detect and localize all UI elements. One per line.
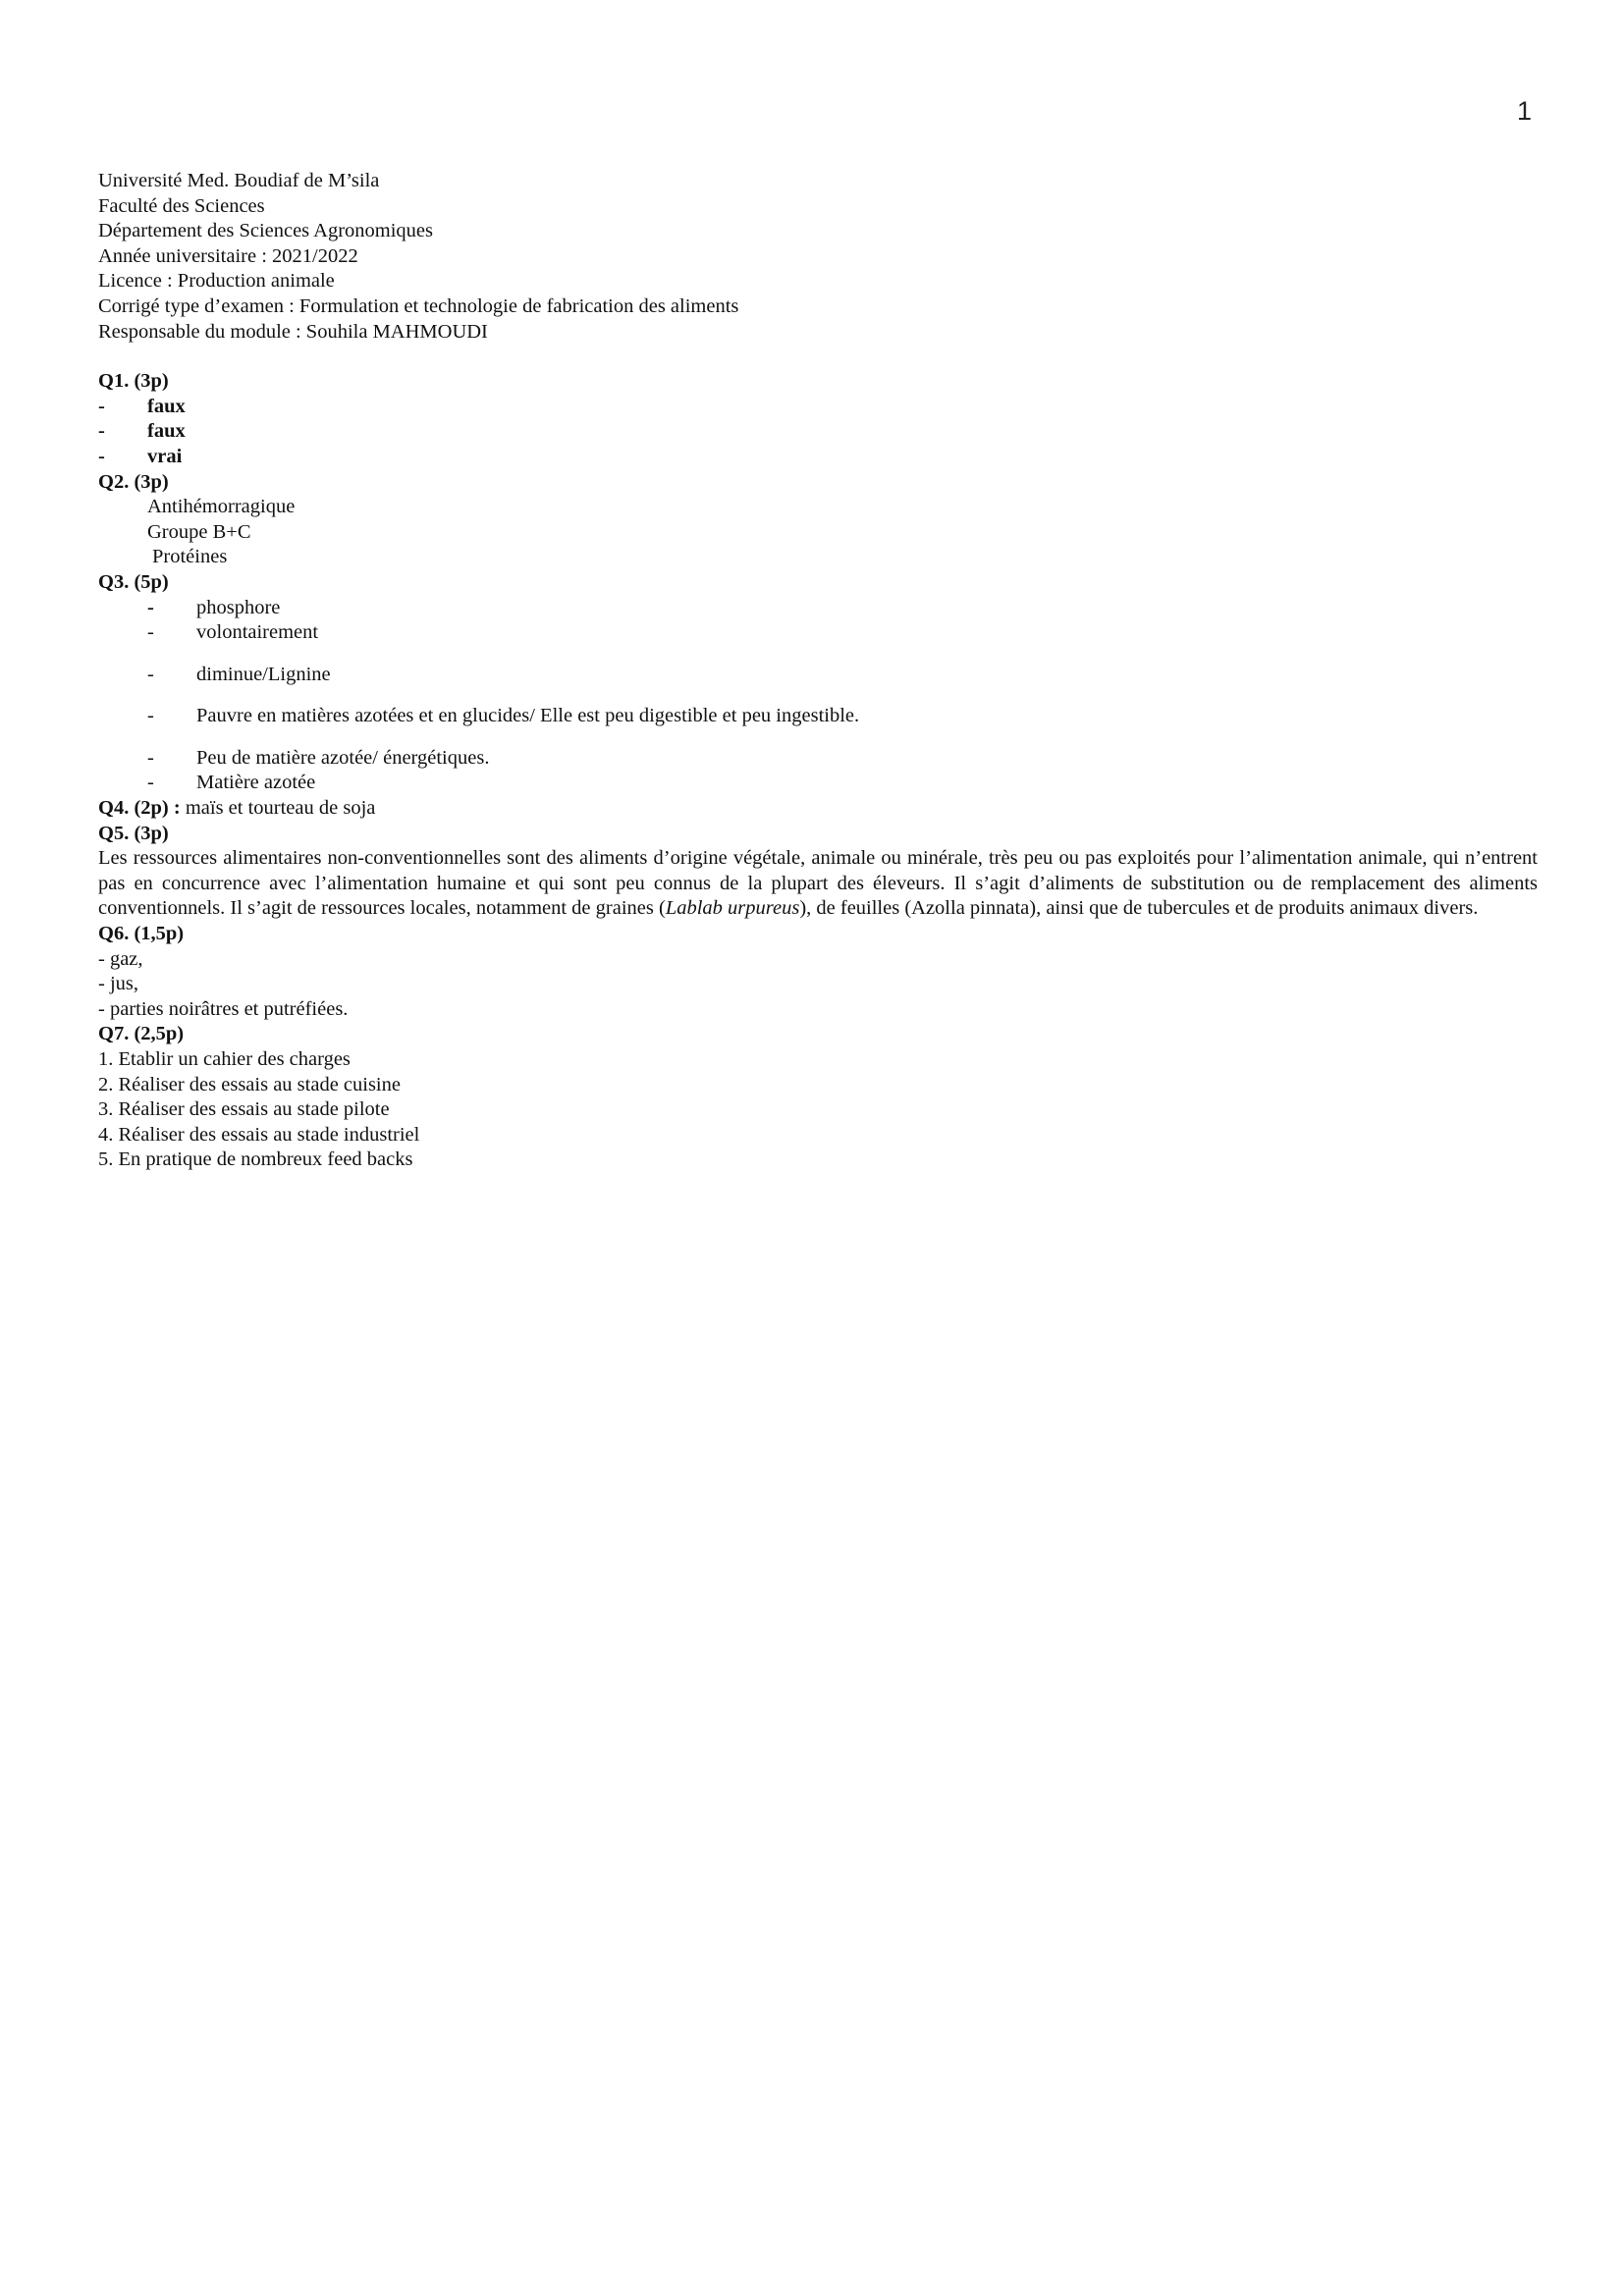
question-3-answer: - Matière azotée — [147, 772, 316, 794]
question-2-answer: Antihémorragique — [147, 496, 296, 518]
question-1-label: Q1. (3p) — [98, 370, 169, 393]
question-1-answer: - faux — [98, 420, 186, 443]
question-6-label: Q6. (1,5p) — [98, 923, 185, 945]
question-6-answer: - parties noirâtres et putréfiées. — [98, 997, 349, 1020]
header-department: Département des Sciences Agronomiques — [98, 220, 434, 242]
question-6-answer: - jus, — [98, 973, 138, 995]
header-faculty: Faculté des Sciences — [98, 194, 265, 217]
question-3 — [98, 570, 1538, 796]
question-5-answer-paragraph: Les ressources alimentaires non-conventionnelles sont des aliments d’origine végétale, animale ou minérale, très peu ou pas exploités pour l’alimentation animale, qui n’entrent pas en concurrence avec l’alimentation humaine et qui sont peu connus de la plupart des éleveurs. Il s’agit d’aliments de substitution ou de remplacement des aliments conventionnels. Il s’agit de ressources locales, notamment de graines (Lablab urpureus), de feuilles (Azolla pinnata), ainsi que de tubercules et de produits animaux divers. — [98, 847, 1538, 920]
question-3-label: Q3. (5p) — [98, 570, 169, 593]
question-2-answer: Groupe B+C — [147, 520, 251, 543]
question-2-answer: Protéines — [152, 546, 228, 568]
question-3-answer: - Pauvre en matières azotées et en glucides/ Elle est peu digestible et peu ingestible. — [147, 705, 860, 727]
question-2-label: Q2. (3p) — [98, 470, 169, 493]
header-university: Université Med. Boudiaf de M’sila — [98, 170, 380, 191]
question-4-label: Q4. (2p) : — [98, 797, 181, 820]
question-7-step: 1. Etablir un cahier des charges — [98, 1048, 351, 1070]
header-exam-title: Corrigé type d’examen : Formulation et technologie de fabrication des aliments — [98, 294, 739, 317]
species-name: Lablab urpureus — [665, 897, 800, 920]
header-licence: Licence : Production animale — [98, 270, 335, 293]
header-block — [98, 169, 1538, 345]
question-3-answer: - diminue/Lignine — [147, 663, 331, 685]
question-1-answer: - vrai — [98, 445, 183, 467]
question-4 — [98, 796, 1538, 822]
question-4-answer: maïs et tourteau de soja — [185, 797, 376, 820]
question-7-label: Q7. (2,5p) — [98, 1023, 185, 1045]
document-body — [98, 169, 1538, 1173]
question-1 — [98, 369, 1538, 469]
question-1-answer: - faux — [98, 395, 186, 417]
question-6-answer: - gaz, — [98, 947, 143, 970]
page-number: 1 — [1517, 96, 1533, 126]
question-7 — [98, 1022, 1538, 1173]
question-6 — [98, 922, 1538, 1022]
header-module-responsible: Responsable du module : Souhila MAHMOUDI — [98, 320, 488, 343]
question-7-step: 3. Réaliser des essais au stade pilote — [98, 1098, 390, 1121]
question-5-label: Q5. (3p) — [98, 822, 169, 844]
question-3-answer: - phosphore — [147, 596, 281, 618]
question-3-answer: - Peu de matière azotée/ énergétiques. — [147, 746, 490, 769]
question-7-step: 5. En pratique de nombreux feed backs — [98, 1148, 413, 1171]
question-7-step: 4. Réaliser des essais au stade industriel — [98, 1123, 420, 1146]
question-7-step: 2. Réaliser des essais au stade cuisine — [98, 1073, 401, 1095]
header-academic-year: Année universitaire : 2021/2022 — [98, 244, 358, 267]
question-5 — [98, 822, 1538, 922]
question-2 — [98, 470, 1538, 570]
question-3-answer: - volontairement — [147, 621, 319, 644]
